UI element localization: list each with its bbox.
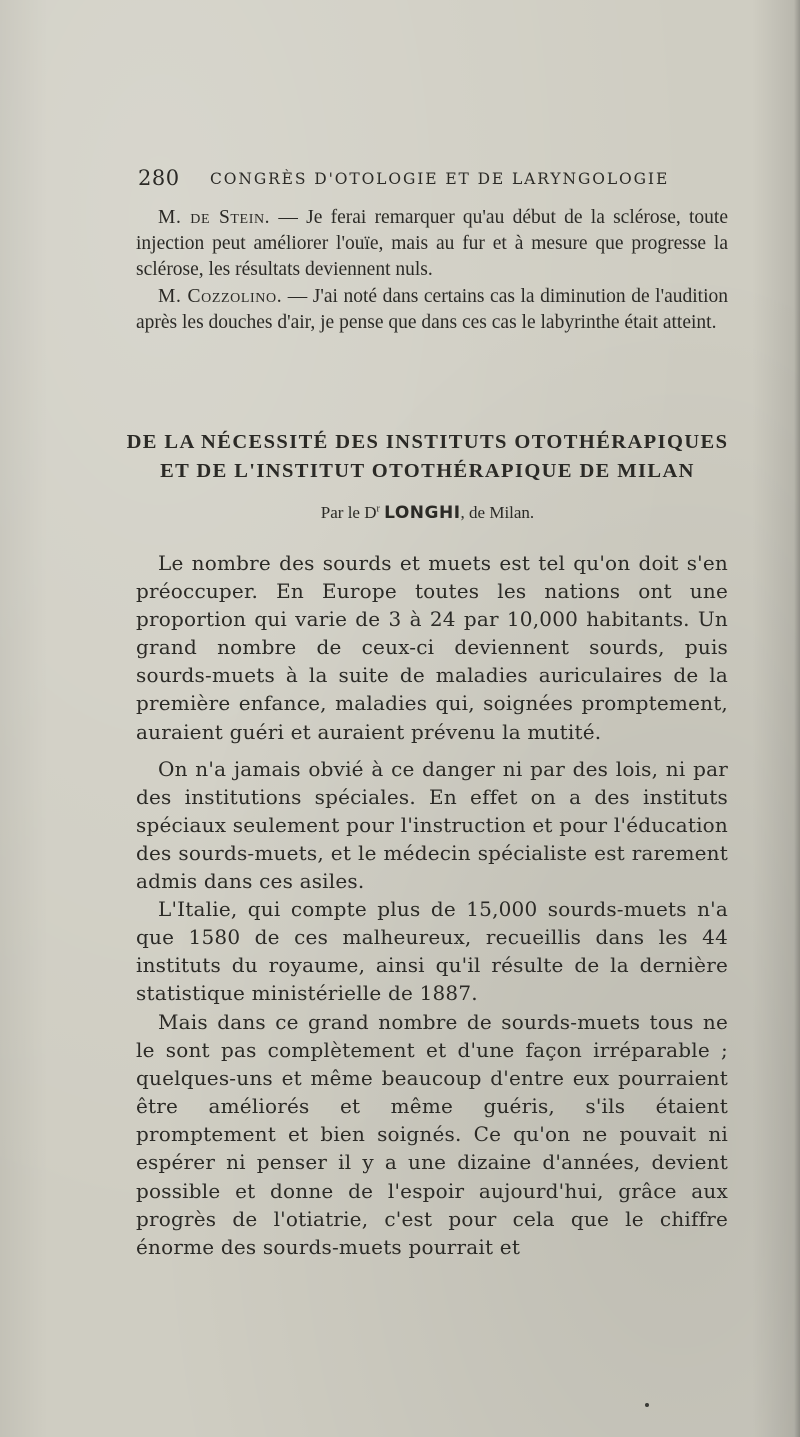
byline-suffix: , de Milan. [460,503,535,522]
discussion-text: — Je ferai remarquer qu'au début de la sclérose, toute injection peut améliorer l'ouïe, mais au fur et à mesure que progresse la sclérose, les résultats deviennent nuls. [136,207,728,280]
page-number: 280 [138,166,180,190]
running-head: CONGRÈS D'OTOLOGIE ET DE LARYNGOLOGIE [210,170,670,188]
body-paragraph-2: On n'a jamais obvié à ce danger ni par des lois, ni par des institutions spéciales. En effet on a des instituts spéciaux seulement pour l'instruction et pour l'éducation des sourds-muets, et le médecin spécialiste est rarement admis dans ces asiles. [136,757,728,894]
speaker-name: M. de Stein. [158,207,271,228]
ink-speck [645,1403,649,1407]
byline-title-sup: r [376,503,380,515]
byline-author: LONGHI [384,503,461,523]
article-byline [100,503,755,523]
article-title-line-2: ET DE L'INSTITUT OTOTHÉRAPIQUE DE MILAN [160,460,695,482]
article-title-line-1: DE LA NÉCESSITÉ DES INSTITUTS OTOTHÉRAPIQUES [126,431,729,453]
page-edge-shadow [794,0,800,1437]
page-header [138,166,728,196]
speaker-name: M. Cozzolino. [158,286,283,307]
body-paragraph-4: Mais dans ce grand nombre de sourds-muets tous ne le sont pas complètement et d'une façon irréparable ; quelques-uns et même beaucoup d'entre eux pourraient être améliorés et même guéris, s'ils étaient promptement et bien soignés. Ce qu'on ne pouvait ni espérer ni penser il y a une dizaine d'années, devient possible et donne de l'espoir aujourd'hui, grâce aux progrès de l'otiatrie, c'est pour cela que le chiffre énorme des sourds-muets pourrait et [136,1010,728,1259]
discussion-paragraph-stein [136,205,728,283]
byline-prefix: Par le D [320,503,377,522]
body-paragraph-1: Le nombre des sourds et muets est tel qu'on doit s'en préoccuper. En Europe toutes les nations ont une proportion qui varie de 3 à 24 par 10,000 habitants. Un grand nombre de ceux-ci deviennent sourds, puis sourds-muets à la suite de maladies auriculaires de la première enfance, maladies qui, soignées promptement, auraient guéri et auraient prévenu la mutité. [136,551,728,744]
discussion-paragraph-cozzolino [136,284,728,336]
body-paragraph-3: L'Italie, qui compte plus de 15,000 sourds-muets n'a que 1580 de ces malheureux, recueillis dans les 44 instituts du royaume, ainsi qu'il résulte de la dernière statistique ministérielle de 1887. [136,897,728,1006]
discussion-text: — J'ai noté dans certains cas la diminution de l'audition après les douches d'air, je pense que dans ces cas le labyrinthe était atteint. [136,286,729,333]
